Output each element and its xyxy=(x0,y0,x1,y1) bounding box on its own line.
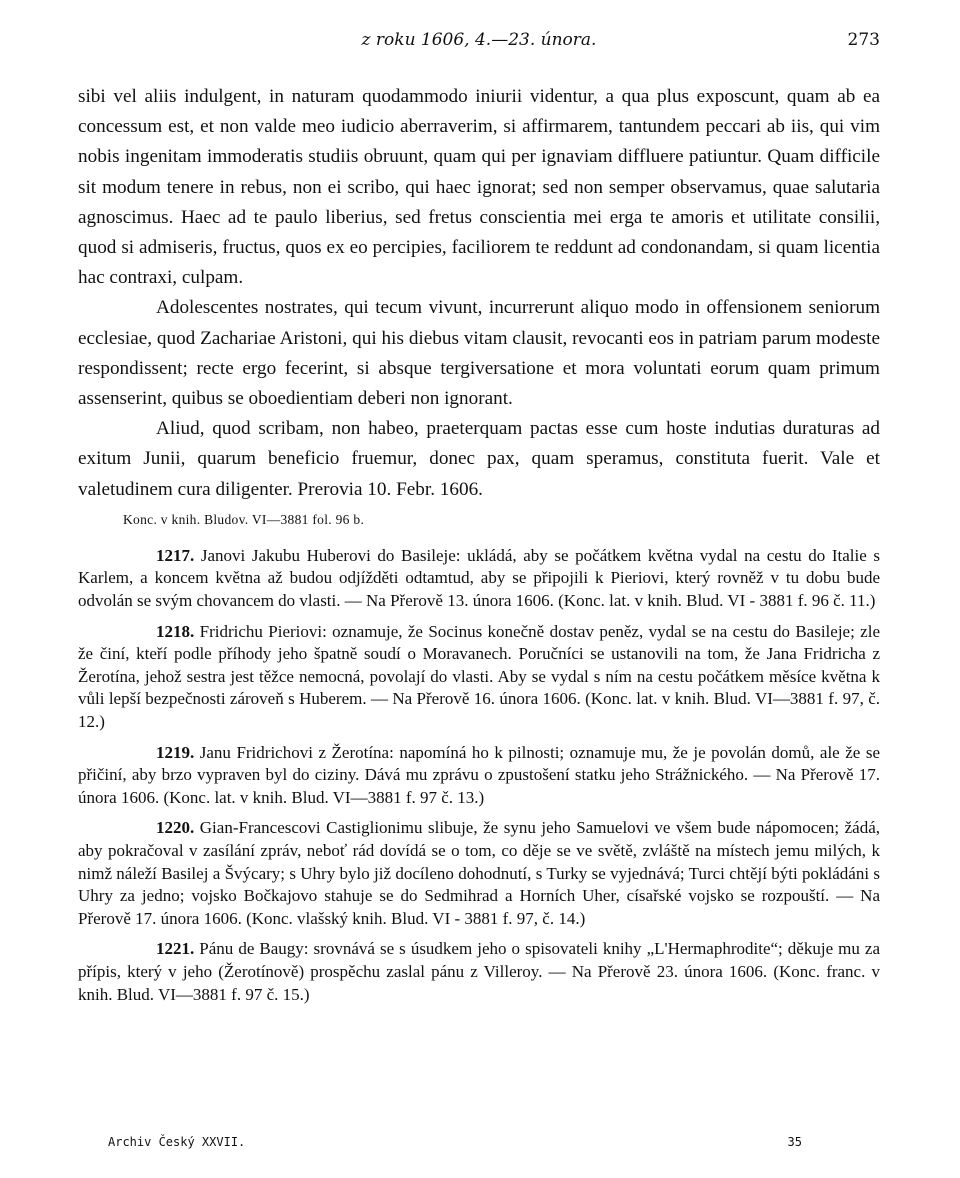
running-title: z roku 1606, 4.—23. února. xyxy=(361,30,597,50)
entry-text: Janu Fridrichovi z Žerotína: napomíná ho k pilnosti; oznamuje mu, že je povolán domů, ale že se přičiní, aby brzo vypraven byl do ciziny. Dává mu zprávu o zpustošení statku jeho Strážnického. — Na Přerově 17. února 1606. (Konc. lat. v knih. Blud. VI—3881 f. 97 č. 13.) xyxy=(78,742,880,807)
footer-sheet-number: 35 xyxy=(787,1135,802,1149)
regest-entry-1220 xyxy=(78,817,880,930)
regesta-list xyxy=(78,545,880,1006)
latin-letter-text xyxy=(78,82,880,505)
footer-signature: Archiv Český XXVII. xyxy=(108,1135,246,1149)
latin-paragraph: Adolescentes nostrates, qui tecum vivunt, incurrerunt aliquo modo in offensionem seniorum ecclesiae, quod Zachariae Aristoni, qui his diebus vitam clausit, revocanti eos in patriam parum modeste respondissent; recte ergo fecerint, si absque tergiversatione et mora voluntati eorum quam primum assenserint, quibus se oboedientiam deberi non ignorant. xyxy=(78,297,880,410)
source-note: Konc. v knih. Bludov. VI—3881 fol. 96 b. xyxy=(123,511,365,527)
entry-number: 1218. xyxy=(156,621,195,641)
entry-number: 1219. xyxy=(156,742,195,762)
latin-paragraph: Aliud, quod scribam, non habeo, praeterquam pactas esse cum hoste indutias duraturas ad exitum Junii, quarum beneficio fruemur, donec pax, quam speramus, constituta fuerit. Vale et valetudinem cura diligenter. Prerovia 10. Febr. 1606. xyxy=(78,418,880,500)
latin-paragraph: sibi vel aliis indulgent, in naturam quodammodo iniurii videntur, a qua plus exposcunt, quam ab ea concessum est, et non valde meo iudicio aberraverim, si affirmarem, tantundem peccari ab iis, qui vim nobis ingenitam immoderatis studiis obruunt, quam qui per ignaviam diffluere patiuntur. Quam difficile sit modum tenere in rebus, non ei scribo, qui haec ignorat; sed non semper observamus, quae salutaria agnoscimus. Haec ad te paulo liberius, sed fretus conscientia mei erga te amoris et utilitate consilii, quod si admiseris, fructus, quos ex eo percipies, faciliorem te reddunt ad condonandam, si quam licentia hac contraxi, culpam. xyxy=(78,86,880,289)
entry-text: Janovi Jakubu Huberovi do Basileje: ukládá, aby se počátkem května vydal na cestu do Italie s Karlem, a koncem května až budou odjížděti odtamtud, aby se připojili k Pieriovi, který rovněž v tu dobu bude odvolán se svým chovancem do vlasti. — Na Přerově 13. února 1606. (Konc. lat. v knih. Blud. VI - 3881 f. 96 č. 11.) xyxy=(78,545,881,611)
entry-text: Gian-Francescovi Castiglionimu slibuje, že synu jeho Samuelovi ve všem bude nápomocen; žádá, aby pokračoval v zasílání zpráv, neboť rád dovídá se o tom, co děje se ve světě, zvláště na místech jemu milých, k nimž náleží Basilej a Švýcary; s Uhry bylo již docíleno dohodnutí, s Turky se vyjednává; Turci chtějí býti pokládáni s Uhry za jedno; vojsko Bočkajovo stahuje se do Sedmihrad a Horních Uher, císařské vojsko se rozpouští. — Na Přerově 17. února 1606. (Konc. vlašský knih. Blud. VI - 3881 f. 97, č. 14.) xyxy=(78,818,880,928)
entry-text: Pánu de Baugy: srovnává se s úsudkem jeho o spisovateli knihy „L'Hermaphrodite“; děkuje mu za přípis, který v jeho (Žerotínově) prospěchu zaslal pánu z Villeroy. — Na Přerově 23. února 1606. (Konc. franc. v knih. Blud. VI—3881 f. 97 č. 15.) xyxy=(78,939,881,1004)
running-header xyxy=(78,30,880,60)
entry-number: 1220. xyxy=(156,818,195,838)
document-page xyxy=(78,30,880,1160)
entry-number: 1221. xyxy=(156,939,195,959)
page-number: 273 xyxy=(847,30,880,50)
regest-entry-1218 xyxy=(78,621,880,734)
regest-entry-1219 xyxy=(78,742,880,810)
entry-number: 1217. xyxy=(156,545,195,565)
regest-entry-1221 xyxy=(78,938,880,1006)
entry-text: Fridrichu Pieriovi: oznamuje, že Socinus konečně dostav peněz, vydal se na cestu do Basileje; zle že činí, kteří podle příhody jeho špatně soudí o Moravanech. Poručníci se ustanovili na tom, že Jana Fridricha z Žerotína, jehož sestra jest těžce nemocná, povolají do vlasti. Aby se vydal s ním na cestu počátkem měsíce května k vůli lepší bezpečnosti zároveň s Huberem. — Na Přerově 16. února 1606. (Konc. lat. v knih. Blud. VI—3881 f. 97, č. 12.) xyxy=(78,621,880,731)
regest-entry-1217 xyxy=(78,545,880,613)
